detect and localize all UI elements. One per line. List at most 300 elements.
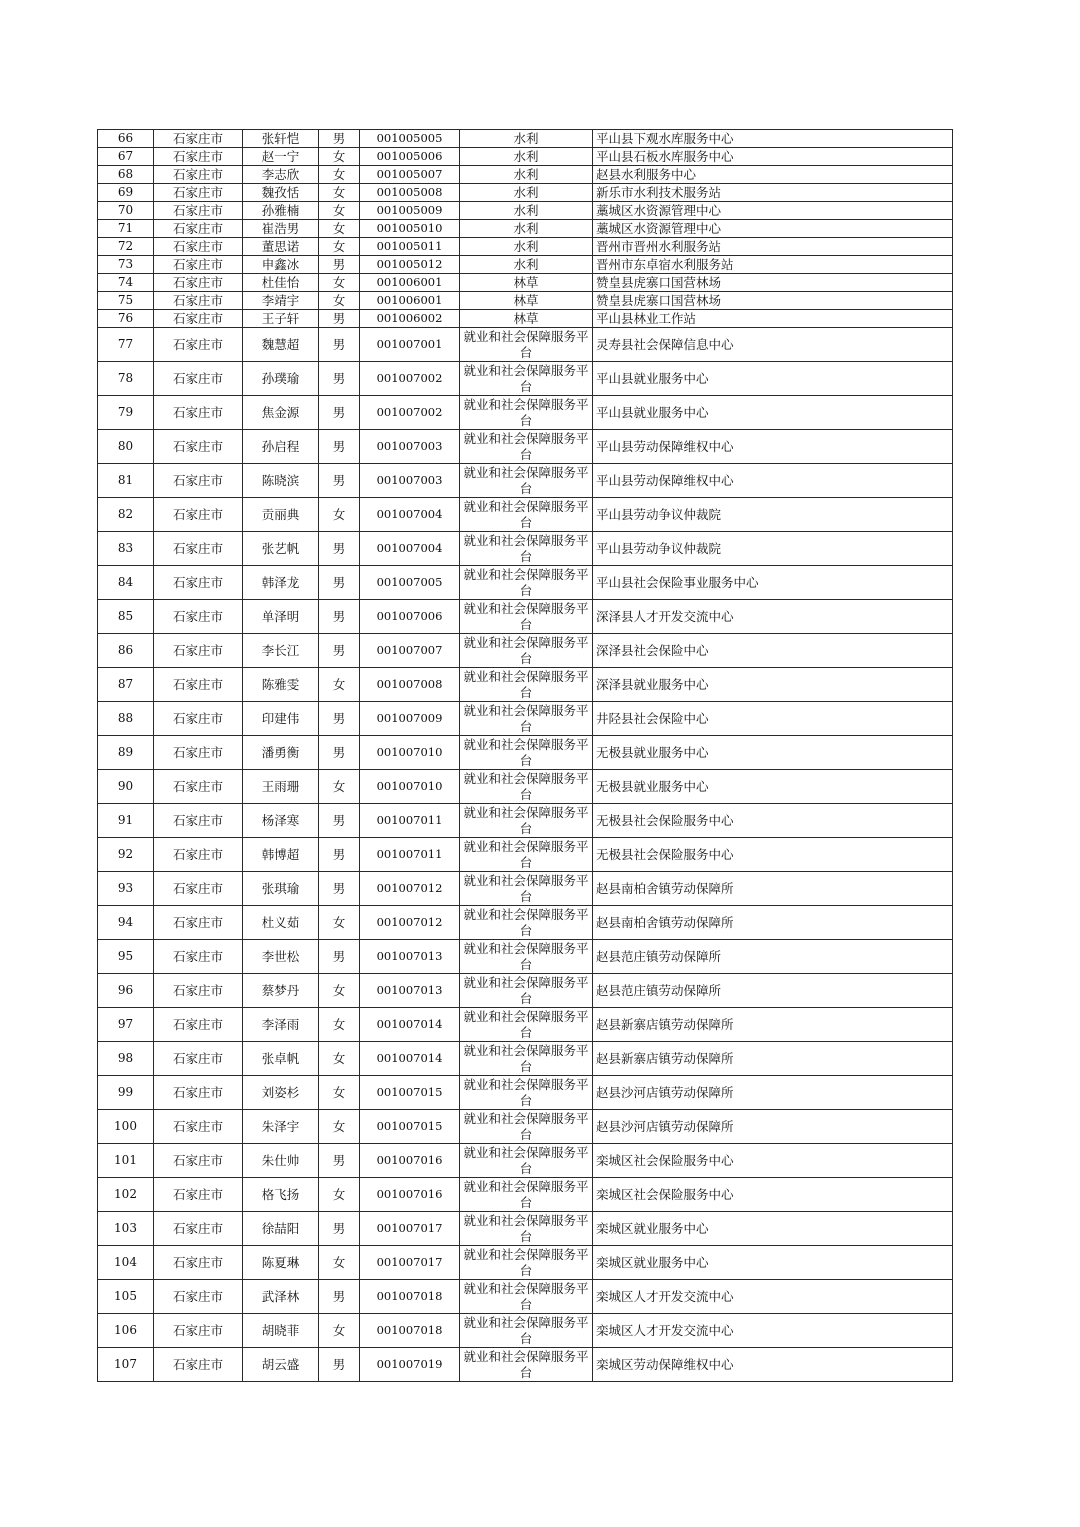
city-cell: 石家庄市 — [154, 220, 243, 238]
table-row — [98, 362, 953, 396]
unit-cell: 藁城区水资源管理中心 — [593, 202, 953, 220]
city-cell: 石家庄市 — [154, 274, 243, 292]
category-cell: 就业和社会保障服务平台 — [460, 668, 593, 702]
position-code-cell: 001005009 — [360, 202, 460, 220]
category-cell: 就业和社会保障服务平台 — [460, 1246, 593, 1280]
position-code-cell: 001007013 — [360, 940, 460, 974]
position-code-cell: 001007002 — [360, 362, 460, 396]
seq-cell: 100 — [98, 1110, 154, 1144]
name-cell: 孙启程 — [243, 430, 319, 464]
seq-cell: 81 — [98, 464, 154, 498]
seq-cell: 98 — [98, 1042, 154, 1076]
seq-cell: 101 — [98, 1144, 154, 1178]
city-cell: 石家庄市 — [154, 166, 243, 184]
name-cell: 王雨珊 — [243, 770, 319, 804]
seq-cell: 85 — [98, 600, 154, 634]
table-row — [98, 464, 953, 498]
gender-cell: 女 — [319, 1076, 360, 1110]
unit-cell: 晋州市晋州水利服务站 — [593, 238, 953, 256]
city-cell: 石家庄市 — [154, 668, 243, 702]
city-cell: 石家庄市 — [154, 804, 243, 838]
seq-cell: 75 — [98, 292, 154, 310]
table-row — [98, 532, 953, 566]
city-cell: 石家庄市 — [154, 1348, 243, 1382]
gender-cell: 女 — [319, 292, 360, 310]
unit-cell: 无极县就业服务中心 — [593, 736, 953, 770]
position-code-cell: 001007015 — [360, 1076, 460, 1110]
city-cell: 石家庄市 — [154, 130, 243, 148]
unit-cell: 赞皇县虎寨口国营林场 — [593, 274, 953, 292]
city-cell: 石家庄市 — [154, 328, 243, 362]
seq-cell: 93 — [98, 872, 154, 906]
category-cell: 水利 — [460, 166, 593, 184]
category-cell: 林草 — [460, 274, 593, 292]
category-cell: 就业和社会保障服务平台 — [460, 328, 593, 362]
category-cell: 就业和社会保障服务平台 — [460, 430, 593, 464]
category-cell: 就业和社会保障服务平台 — [460, 770, 593, 804]
name-cell: 朱仕帅 — [243, 1144, 319, 1178]
gender-cell: 女 — [319, 1246, 360, 1280]
seq-cell: 86 — [98, 634, 154, 668]
table-row — [98, 292, 953, 310]
gender-cell: 女 — [319, 1178, 360, 1212]
gender-cell: 女 — [319, 1008, 360, 1042]
seq-cell: 107 — [98, 1348, 154, 1382]
category-cell: 就业和社会保障服务平台 — [460, 838, 593, 872]
gender-cell: 男 — [319, 736, 360, 770]
city-cell: 石家庄市 — [154, 202, 243, 220]
table-row — [98, 770, 953, 804]
name-cell: 陈晓滨 — [243, 464, 319, 498]
table-row — [98, 328, 953, 362]
table-row — [98, 1178, 953, 1212]
table-row — [98, 396, 953, 430]
category-cell: 就业和社会保障服务平台 — [460, 1076, 593, 1110]
table-row — [98, 310, 953, 328]
name-cell: 李泽雨 — [243, 1008, 319, 1042]
city-cell: 石家庄市 — [154, 1246, 243, 1280]
position-code-cell: 001007010 — [360, 770, 460, 804]
position-code-cell: 001007010 — [360, 736, 460, 770]
gender-cell: 女 — [319, 220, 360, 238]
seq-cell: 70 — [98, 202, 154, 220]
position-code-cell: 001006002 — [360, 310, 460, 328]
category-cell: 就业和社会保障服务平台 — [460, 1314, 593, 1348]
category-cell: 就业和社会保障服务平台 — [460, 532, 593, 566]
seq-cell: 66 — [98, 130, 154, 148]
gender-cell: 女 — [319, 148, 360, 166]
city-cell: 石家庄市 — [154, 1314, 243, 1348]
position-code-cell: 001007004 — [360, 498, 460, 532]
gender-cell: 女 — [319, 184, 360, 202]
unit-cell: 平山县下观水库服务中心 — [593, 130, 953, 148]
table-row — [98, 1212, 953, 1246]
table-row — [98, 184, 953, 202]
gender-cell: 女 — [319, 770, 360, 804]
city-cell: 石家庄市 — [154, 872, 243, 906]
city-cell: 石家庄市 — [154, 292, 243, 310]
position-code-cell: 001007011 — [360, 838, 460, 872]
category-cell: 就业和社会保障服务平台 — [460, 804, 593, 838]
name-cell: 李靖宇 — [243, 292, 319, 310]
gender-cell: 女 — [319, 1110, 360, 1144]
unit-cell: 深泽县社会保险中心 — [593, 634, 953, 668]
position-code-cell: 001007003 — [360, 464, 460, 498]
position-code-cell: 001007014 — [360, 1008, 460, 1042]
table-row — [98, 566, 953, 600]
category-cell: 就业和社会保障服务平台 — [460, 362, 593, 396]
gender-cell: 男 — [319, 532, 360, 566]
name-cell: 张轩恺 — [243, 130, 319, 148]
seq-cell: 80 — [98, 430, 154, 464]
category-cell: 就业和社会保障服务平台 — [460, 1178, 593, 1212]
table-row — [98, 202, 953, 220]
city-cell: 石家庄市 — [154, 464, 243, 498]
category-cell: 就业和社会保障服务平台 — [460, 974, 593, 1008]
position-code-cell: 001007011 — [360, 804, 460, 838]
seq-cell: 89 — [98, 736, 154, 770]
city-cell: 石家庄市 — [154, 256, 243, 274]
unit-cell: 平山县劳动争议仲裁院 — [593, 498, 953, 532]
gender-cell: 女 — [319, 202, 360, 220]
seq-cell: 82 — [98, 498, 154, 532]
gender-cell: 男 — [319, 396, 360, 430]
name-cell: 刘姿杉 — [243, 1076, 319, 1110]
unit-cell: 平山县劳动争议仲裁院 — [593, 532, 953, 566]
category-cell: 就业和社会保障服务平台 — [460, 736, 593, 770]
name-cell: 李世松 — [243, 940, 319, 974]
seq-cell: 96 — [98, 974, 154, 1008]
seq-cell: 72 — [98, 238, 154, 256]
gender-cell: 男 — [319, 838, 360, 872]
name-cell: 张艺帆 — [243, 532, 319, 566]
city-cell: 石家庄市 — [154, 238, 243, 256]
position-code-cell: 001007001 — [360, 328, 460, 362]
gender-cell: 女 — [319, 274, 360, 292]
unit-cell: 赵县新寨店镇劳动保障所 — [593, 1008, 953, 1042]
unit-cell: 无极县社会保险服务中心 — [593, 804, 953, 838]
unit-cell: 赵县范庄镇劳动保障所 — [593, 940, 953, 974]
position-code-cell: 001007018 — [360, 1280, 460, 1314]
table-row — [98, 1144, 953, 1178]
name-cell: 韩泽龙 — [243, 566, 319, 600]
name-cell: 单泽明 — [243, 600, 319, 634]
gender-cell: 男 — [319, 310, 360, 328]
table-row — [98, 736, 953, 770]
roster-body — [98, 130, 953, 1382]
city-cell: 石家庄市 — [154, 396, 243, 430]
gender-cell: 男 — [319, 1348, 360, 1382]
seq-cell: 69 — [98, 184, 154, 202]
name-cell: 魏孜恬 — [243, 184, 319, 202]
seq-cell: 97 — [98, 1008, 154, 1042]
position-code-cell: 001007017 — [360, 1246, 460, 1280]
table-row — [98, 1110, 953, 1144]
name-cell: 张卓帆 — [243, 1042, 319, 1076]
name-cell: 杜义茹 — [243, 906, 319, 940]
unit-cell: 赵县南柏舍镇劳动保障所 — [593, 906, 953, 940]
name-cell: 印建伟 — [243, 702, 319, 736]
position-code-cell: 001005012 — [360, 256, 460, 274]
city-cell: 石家庄市 — [154, 184, 243, 202]
name-cell: 徐喆阳 — [243, 1212, 319, 1246]
city-cell: 石家庄市 — [154, 1280, 243, 1314]
seq-cell: 90 — [98, 770, 154, 804]
gender-cell: 女 — [319, 974, 360, 1008]
position-code-cell: 001007009 — [360, 702, 460, 736]
position-code-cell: 001005008 — [360, 184, 460, 202]
seq-cell: 88 — [98, 702, 154, 736]
gender-cell: 男 — [319, 600, 360, 634]
name-cell: 杨泽寒 — [243, 804, 319, 838]
name-cell: 蔡梦丹 — [243, 974, 319, 1008]
city-cell: 石家庄市 — [154, 770, 243, 804]
city-cell: 石家庄市 — [154, 498, 243, 532]
position-code-cell: 001005010 — [360, 220, 460, 238]
name-cell: 胡晓菲 — [243, 1314, 319, 1348]
unit-cell: 藁城区水资源管理中心 — [593, 220, 953, 238]
category-cell: 就业和社会保障服务平台 — [460, 1144, 593, 1178]
unit-cell: 灵寿县社会保障信息中心 — [593, 328, 953, 362]
category-cell: 水利 — [460, 220, 593, 238]
table-row — [98, 668, 953, 702]
category-cell: 水利 — [460, 256, 593, 274]
gender-cell: 男 — [319, 362, 360, 396]
unit-cell: 新乐市水利技术服务站 — [593, 184, 953, 202]
table-row — [98, 1076, 953, 1110]
seq-cell: 71 — [98, 220, 154, 238]
city-cell: 石家庄市 — [154, 906, 243, 940]
category-cell: 就业和社会保障服务平台 — [460, 1008, 593, 1042]
city-cell: 石家庄市 — [154, 1076, 243, 1110]
table-row — [98, 1280, 953, 1314]
position-code-cell: 001007015 — [360, 1110, 460, 1144]
position-code-cell: 001007019 — [360, 1348, 460, 1382]
gender-cell: 男 — [319, 256, 360, 274]
unit-cell: 栾城区劳动保障维权中心 — [593, 1348, 953, 1382]
name-cell: 魏慧超 — [243, 328, 319, 362]
table-row — [98, 256, 953, 274]
seq-cell: 95 — [98, 940, 154, 974]
name-cell: 杜佳怡 — [243, 274, 319, 292]
name-cell: 李志欣 — [243, 166, 319, 184]
name-cell: 贡丽典 — [243, 498, 319, 532]
unit-cell: 平山县就业服务中心 — [593, 396, 953, 430]
name-cell: 王子轩 — [243, 310, 319, 328]
name-cell: 焦金源 — [243, 396, 319, 430]
city-cell: 石家庄市 — [154, 974, 243, 1008]
city-cell: 石家庄市 — [154, 1042, 243, 1076]
table-row — [98, 238, 953, 256]
category-cell: 就业和社会保障服务平台 — [460, 1348, 593, 1382]
gender-cell: 女 — [319, 1042, 360, 1076]
unit-cell: 平山县社会保险事业服务中心 — [593, 566, 953, 600]
position-code-cell: 001005011 — [360, 238, 460, 256]
name-cell: 韩博超 — [243, 838, 319, 872]
table-row — [98, 1042, 953, 1076]
city-cell: 石家庄市 — [154, 566, 243, 600]
category-cell: 就业和社会保障服务平台 — [460, 498, 593, 532]
gender-cell: 女 — [319, 906, 360, 940]
position-code-cell: 001007005 — [360, 566, 460, 600]
unit-cell: 栾城区人才开发交流中心 — [593, 1314, 953, 1348]
city-cell: 石家庄市 — [154, 1144, 243, 1178]
table-row — [98, 804, 953, 838]
gender-cell: 男 — [319, 702, 360, 736]
city-cell: 石家庄市 — [154, 1178, 243, 1212]
category-cell: 就业和社会保障服务平台 — [460, 906, 593, 940]
unit-cell: 赵县沙河店镇劳动保障所 — [593, 1076, 953, 1110]
seq-cell: 78 — [98, 362, 154, 396]
table-row — [98, 1314, 953, 1348]
gender-cell: 男 — [319, 634, 360, 668]
table-row — [98, 148, 953, 166]
position-code-cell: 001007004 — [360, 532, 460, 566]
gender-cell: 女 — [319, 668, 360, 702]
gender-cell: 男 — [319, 566, 360, 600]
name-cell: 孙璞瑜 — [243, 362, 319, 396]
name-cell: 胡云盛 — [243, 1348, 319, 1382]
table-row — [98, 940, 953, 974]
seq-cell: 76 — [98, 310, 154, 328]
name-cell: 李长江 — [243, 634, 319, 668]
table-row — [98, 634, 953, 668]
seq-cell: 92 — [98, 838, 154, 872]
gender-cell: 男 — [319, 872, 360, 906]
gender-cell: 女 — [319, 238, 360, 256]
table-row — [98, 274, 953, 292]
unit-cell: 栾城区就业服务中心 — [593, 1246, 953, 1280]
gender-cell: 男 — [319, 1280, 360, 1314]
gender-cell: 男 — [319, 940, 360, 974]
seq-cell: 77 — [98, 328, 154, 362]
unit-cell: 赵县范庄镇劳动保障所 — [593, 974, 953, 1008]
category-cell: 就业和社会保障服务平台 — [460, 1212, 593, 1246]
category-cell: 林草 — [460, 292, 593, 310]
unit-cell: 赵县水利服务中心 — [593, 166, 953, 184]
category-cell: 水利 — [460, 184, 593, 202]
seq-cell: 106 — [98, 1314, 154, 1348]
unit-cell: 赵县新寨店镇劳动保障所 — [593, 1042, 953, 1076]
seq-cell: 67 — [98, 148, 154, 166]
category-cell: 水利 — [460, 238, 593, 256]
gender-cell: 男 — [319, 464, 360, 498]
city-cell: 石家庄市 — [154, 430, 243, 464]
city-cell: 石家庄市 — [154, 1110, 243, 1144]
name-cell: 赵一宁 — [243, 148, 319, 166]
category-cell: 就业和社会保障服务平台 — [460, 396, 593, 430]
category-cell: 水利 — [460, 148, 593, 166]
unit-cell: 晋州市东卓宿水利服务站 — [593, 256, 953, 274]
city-cell: 石家庄市 — [154, 1008, 243, 1042]
position-code-cell: 001006001 — [360, 292, 460, 310]
position-code-cell: 001007016 — [360, 1144, 460, 1178]
position-code-cell: 001007003 — [360, 430, 460, 464]
position-code-cell: 001007008 — [360, 668, 460, 702]
gender-cell: 男 — [319, 1144, 360, 1178]
city-cell: 石家庄市 — [154, 940, 243, 974]
position-code-cell: 001007016 — [360, 1178, 460, 1212]
position-code-cell: 001006001 — [360, 274, 460, 292]
seq-cell: 104 — [98, 1246, 154, 1280]
roster-table — [97, 129, 953, 1382]
name-cell: 武泽林 — [243, 1280, 319, 1314]
gender-cell: 女 — [319, 166, 360, 184]
position-code-cell: 001007013 — [360, 974, 460, 1008]
gender-cell: 男 — [319, 328, 360, 362]
table-row — [98, 130, 953, 148]
position-code-cell: 001007002 — [360, 396, 460, 430]
category-cell: 水利 — [460, 130, 593, 148]
city-cell: 石家庄市 — [154, 736, 243, 770]
gender-cell: 男 — [319, 804, 360, 838]
name-cell: 张琪瑜 — [243, 872, 319, 906]
position-code-cell: 001007014 — [360, 1042, 460, 1076]
unit-cell: 栾城区人才开发交流中心 — [593, 1280, 953, 1314]
city-cell: 石家庄市 — [154, 148, 243, 166]
table-row — [98, 906, 953, 940]
city-cell: 石家庄市 — [154, 310, 243, 328]
seq-cell: 94 — [98, 906, 154, 940]
seq-cell: 105 — [98, 1280, 154, 1314]
seq-cell: 83 — [98, 532, 154, 566]
seq-cell: 84 — [98, 566, 154, 600]
unit-cell: 无极县就业服务中心 — [593, 770, 953, 804]
category-cell: 就业和社会保障服务平台 — [460, 566, 593, 600]
gender-cell: 男 — [319, 430, 360, 464]
city-cell: 石家庄市 — [154, 362, 243, 396]
category-cell: 就业和社会保障服务平台 — [460, 634, 593, 668]
position-code-cell: 001007017 — [360, 1212, 460, 1246]
position-code-cell: 001007012 — [360, 906, 460, 940]
table-row — [98, 498, 953, 532]
category-cell: 就业和社会保障服务平台 — [460, 702, 593, 736]
name-cell: 孙雅楠 — [243, 202, 319, 220]
gender-cell: 男 — [319, 1212, 360, 1246]
seq-cell: 87 — [98, 668, 154, 702]
unit-cell: 栾城区社会保险服务中心 — [593, 1144, 953, 1178]
city-cell: 石家庄市 — [154, 532, 243, 566]
unit-cell: 平山县石板水库服务中心 — [593, 148, 953, 166]
seq-cell: 103 — [98, 1212, 154, 1246]
table-row — [98, 1246, 953, 1280]
seq-cell: 79 — [98, 396, 154, 430]
name-cell: 崔浩男 — [243, 220, 319, 238]
table-row — [98, 1348, 953, 1382]
name-cell: 格飞扬 — [243, 1178, 319, 1212]
name-cell: 陈夏琳 — [243, 1246, 319, 1280]
table-row — [98, 166, 953, 184]
unit-cell: 平山县劳动保障维权中心 — [593, 430, 953, 464]
unit-cell: 赵县南柏舍镇劳动保障所 — [593, 872, 953, 906]
seq-cell: 91 — [98, 804, 154, 838]
unit-cell: 井陉县社会保险中心 — [593, 702, 953, 736]
table-row — [98, 974, 953, 1008]
position-code-cell: 001005006 — [360, 148, 460, 166]
category-cell: 就业和社会保障服务平台 — [460, 940, 593, 974]
seq-cell: 102 — [98, 1178, 154, 1212]
position-code-cell: 001005005 — [360, 130, 460, 148]
category-cell: 就业和社会保障服务平台 — [460, 1280, 593, 1314]
unit-cell: 平山县林业工作站 — [593, 310, 953, 328]
unit-cell: 赵县沙河店镇劳动保障所 — [593, 1110, 953, 1144]
position-code-cell: 001007007 — [360, 634, 460, 668]
category-cell: 就业和社会保障服务平台 — [460, 872, 593, 906]
unit-cell: 赞皇县虎寨口国营林场 — [593, 292, 953, 310]
name-cell: 申鑫冰 — [243, 256, 319, 274]
gender-cell: 女 — [319, 1314, 360, 1348]
unit-cell: 平山县就业服务中心 — [593, 362, 953, 396]
